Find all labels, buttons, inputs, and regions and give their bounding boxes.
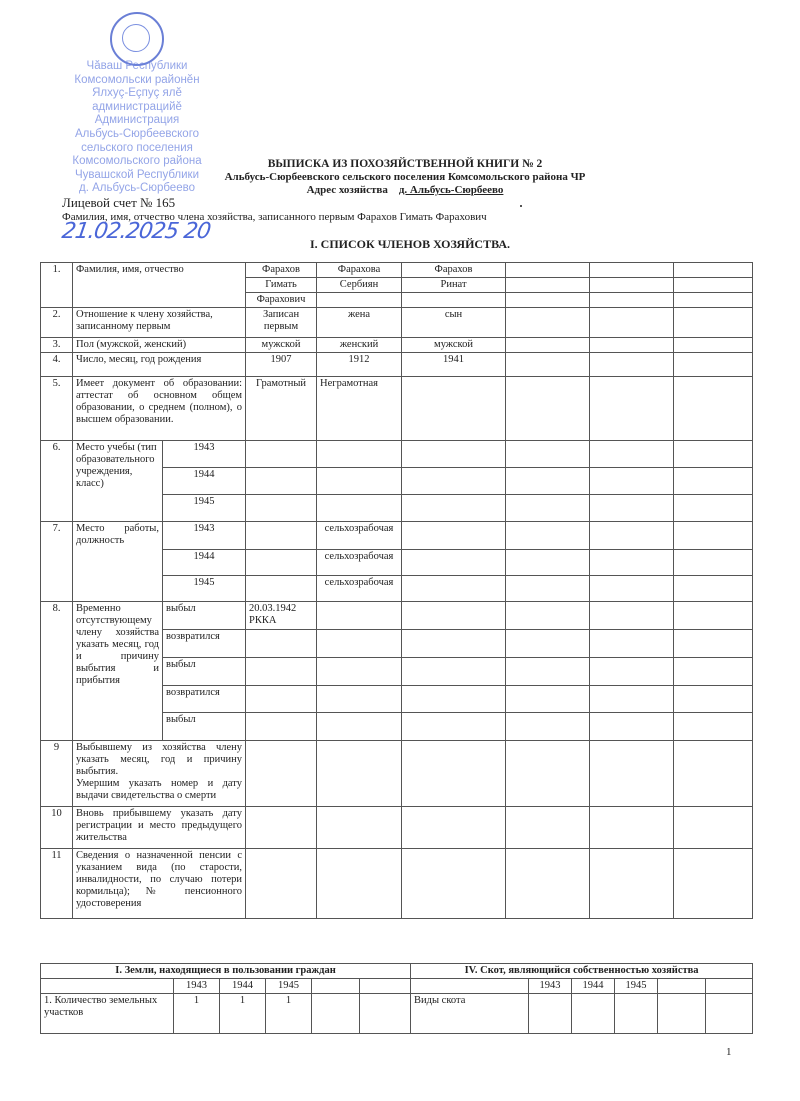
table-cell: сын: [402, 308, 506, 338]
empty-cell: [674, 713, 753, 741]
empty-cell: [402, 741, 506, 807]
table-cell: 1943: [163, 522, 246, 550]
empty-cell: [246, 441, 317, 468]
empty-cell: [674, 353, 753, 377]
handwritten-date: 21.02.2025 20: [60, 219, 212, 244]
empty-cell: [506, 550, 590, 576]
section-title: I. СПИСОК ЧЛЕНОВ ХОЗЯЙСТВА.: [310, 237, 510, 251]
table-cell: мужской: [246, 338, 317, 353]
empty-cell: [317, 441, 402, 468]
empty-cell: [590, 468, 674, 495]
table-cell: Временно отсутствующему члену хозяйства указать месяц, год и причину выбытия и прибытия: [73, 602, 163, 741]
table-cell: 8.: [41, 602, 73, 741]
members-table: [40, 262, 753, 919]
empty-cell: [590, 807, 674, 849]
empty-cell: Выбывшему из хозяйства члену указать месяц, год и причину выбытия. Умершим указать номер и дату выдачи свидетельства о смерти: [73, 741, 246, 807]
empty-cell: [246, 686, 317, 713]
table-cell: Фарахов: [402, 263, 506, 278]
empty-cell: [674, 522, 753, 550]
empty-cell: [674, 468, 753, 495]
table-cell: 4.: [41, 353, 73, 377]
table-cell: женский: [317, 338, 402, 353]
empty-cell: [402, 630, 506, 658]
empty-cell: [246, 550, 317, 576]
official-stamp: Чăваш Республики Комсомольски районĕн Ялхуç-Ĕçпуç ялĕ администрацийĕ Администрация Альбусь-Сюрбеевского сельского поселения Комсомольского района Чувашской Республики д. Альбусь-Сюрбеево: [72, 60, 202, 195]
empty-cell: [506, 686, 590, 713]
empty-cell: [402, 686, 506, 713]
empty-cell: [674, 377, 753, 441]
empty-cell: [246, 658, 317, 686]
empty-cell: [674, 686, 753, 713]
empty-cell: [506, 576, 590, 602]
table-cell: Имеет документ об образовании: аттестат об основном общем образовании, о среднем (полном), о высшем образовании.: [73, 377, 246, 441]
table-cell: 5.: [41, 377, 73, 441]
empty-cell: [402, 522, 506, 550]
land-livestock-table: [40, 963, 753, 1034]
empty-cell: [506, 278, 590, 293]
empty-cell: [317, 630, 402, 658]
table-cell: Место учебы (тип образовательного учреждения, класс): [73, 441, 163, 522]
household-address: Адрес хозяйства д. Альбусь-Сюрбеево: [306, 184, 504, 196]
table-cell: Виды скота: [411, 994, 529, 1034]
empty-cell: [317, 293, 402, 308]
empty-cell: [506, 741, 590, 807]
empty-cell: [674, 576, 753, 602]
table-cell: сельхозрабочая: [317, 576, 402, 602]
table-cell: 7.: [41, 522, 73, 602]
empty-cell: [402, 468, 506, 495]
empty-cell: [590, 686, 674, 713]
empty-cell: [572, 994, 615, 1034]
empty-cell: [658, 979, 706, 994]
empty-cell: [402, 293, 506, 308]
empty-cell: [706, 994, 753, 1034]
empty-cell: [402, 807, 506, 849]
empty-cell: [317, 713, 402, 741]
empty-cell: [615, 994, 658, 1034]
table-cell: Пол (мужской, женский): [73, 338, 246, 353]
empty-cell: [246, 849, 317, 919]
empty-cell: [402, 849, 506, 919]
table-cell: жена: [317, 308, 402, 338]
empty-cell: [312, 994, 360, 1034]
empty-cell: [590, 308, 674, 338]
empty-cell: [590, 658, 674, 686]
table-cell: 1945: [615, 979, 658, 994]
table-cell: 20.03.1942 РККА: [246, 602, 317, 630]
empty-cell: [312, 979, 360, 994]
table-cell: Неграмотная: [317, 377, 402, 441]
empty-cell: [674, 550, 753, 576]
head-of-household: Фамилия, имя, отчество члена хозяйства, записанного первым Фарахов Гимать Фарахович: [62, 211, 487, 223]
empty-cell: [402, 495, 506, 522]
empty-cell: [506, 713, 590, 741]
table-cell: 9: [41, 741, 73, 807]
empty-cell: [317, 686, 402, 713]
empty-cell: [506, 377, 590, 441]
empty-cell: [590, 849, 674, 919]
empty-cell: [590, 441, 674, 468]
empty-cell: [317, 741, 402, 807]
table-cell: Вновь прибывшему указать дату регистрации и место предыдущего жительства: [73, 807, 246, 849]
empty-cell: [590, 602, 674, 630]
empty-cell: [590, 713, 674, 741]
empty-cell: [590, 293, 674, 308]
empty-cell: [674, 630, 753, 658]
table-cell: Сербиян: [317, 278, 402, 293]
empty-cell: [246, 576, 317, 602]
empty-cell: [506, 522, 590, 550]
empty-cell: [674, 263, 753, 278]
seal-emblem: [110, 12, 164, 66]
empty-cell: [411, 979, 529, 994]
table-cell: возвратился: [163, 630, 246, 658]
empty-cell: [317, 495, 402, 522]
empty-cell: [506, 495, 590, 522]
document-subtitle: Альбусь-Сюрбеевского сельского поселения Комсомольского района ЧР: [224, 171, 586, 183]
empty-cell: [658, 994, 706, 1034]
empty-cell: [674, 338, 753, 353]
table-cell: 1945: [163, 495, 246, 522]
table-cell: 10: [41, 807, 73, 849]
livestock-section-title: IV. Скот, являющийся собственностью хозяйства: [411, 964, 753, 979]
table-cell: возвратился: [163, 686, 246, 713]
table-cell: выбыл: [163, 713, 246, 741]
empty-cell: [317, 658, 402, 686]
empty-cell: [41, 979, 174, 994]
table-cell: 1907: [246, 353, 317, 377]
empty-cell: [706, 979, 753, 994]
empty-cell: [590, 576, 674, 602]
empty-cell: [506, 308, 590, 338]
table-cell: Фарахов: [246, 263, 317, 278]
empty-cell: [506, 630, 590, 658]
empty-cell: [317, 807, 402, 849]
table-cell: Гимать: [246, 278, 317, 293]
empty-cell: [402, 658, 506, 686]
table-cell: 1: [220, 994, 266, 1034]
table-cell: 1943: [163, 441, 246, 468]
empty-cell: [246, 522, 317, 550]
empty-cell: [402, 602, 506, 630]
table-cell: 1943: [174, 979, 220, 994]
empty-cell: [506, 293, 590, 308]
table-cell: 1944: [163, 550, 246, 576]
table-cell: 1944: [572, 979, 615, 994]
empty-cell: [674, 741, 753, 807]
empty-cell: [590, 630, 674, 658]
empty-cell: [246, 807, 317, 849]
empty-cell: [402, 377, 506, 441]
page-number: 1: [726, 1046, 732, 1058]
empty-cell: [246, 630, 317, 658]
table-cell: Ринат: [402, 278, 506, 293]
empty-cell: [674, 293, 753, 308]
table-cell: сельхозрабочая: [317, 550, 402, 576]
empty-cell: [246, 468, 317, 495]
table-cell: Число, месяц, год рождения: [73, 353, 246, 377]
table-cell: Фамилия, имя, отчество: [73, 263, 246, 308]
empty-cell: [246, 713, 317, 741]
empty-cell: [506, 441, 590, 468]
table-cell: 1: [174, 994, 220, 1034]
table-cell: сельхозрабочая: [317, 522, 402, 550]
empty-cell: [402, 441, 506, 468]
empty-cell: [506, 849, 590, 919]
empty-cell: [590, 550, 674, 576]
table-cell: выбыл: [163, 658, 246, 686]
empty-cell: [674, 441, 753, 468]
table-cell: 2.: [41, 308, 73, 338]
empty-cell: [590, 278, 674, 293]
empty-cell: [506, 658, 590, 686]
empty-cell: [506, 353, 590, 377]
empty-cell: [360, 979, 411, 994]
table-cell: 3.: [41, 338, 73, 353]
table-cell: 1941: [402, 353, 506, 377]
table-cell: Записан первым: [246, 308, 317, 338]
table-cell: Грамотный: [246, 377, 317, 441]
empty-cell: [506, 338, 590, 353]
empty-cell: [506, 263, 590, 278]
table-cell: Место работы, должность: [73, 522, 163, 602]
empty-cell: [590, 377, 674, 441]
table-cell: 1945: [163, 576, 246, 602]
empty-cell: [506, 602, 590, 630]
table-cell: 1. Количество земельных участков: [41, 994, 174, 1034]
table-cell: 1943: [529, 979, 572, 994]
land-section-title: I. Земли, находящиеся в пользовании граждан: [41, 964, 411, 979]
table-cell: 1944: [220, 979, 266, 994]
empty-cell: [402, 550, 506, 576]
empty-cell: [246, 495, 317, 522]
account-number: Лицевой счет № 165: [62, 195, 176, 210]
document-title: ВЫПИСКА ИЗ ПОХОЗЯЙСТВЕННОЙ КНИГИ № 2: [267, 158, 543, 170]
empty-cell: [506, 807, 590, 849]
table-cell: Сведения о назначенной пенсии с указанием вида (по старости, инвалидности, по случаю потери кормильца); № пенсионного удостоверения: [73, 849, 246, 919]
table-cell: Фарахович: [246, 293, 317, 308]
table-cell: 1944: [163, 468, 246, 495]
empty-cell: [590, 522, 674, 550]
empty-cell: [529, 994, 572, 1034]
empty-cell: [317, 602, 402, 630]
table-cell: 1.: [41, 263, 73, 308]
empty-cell: [590, 741, 674, 807]
empty-cell: [674, 278, 753, 293]
table-cell: 1: [266, 994, 312, 1034]
empty-cell: [590, 495, 674, 522]
table-cell: 6.: [41, 441, 73, 522]
speck: [520, 205, 522, 207]
empty-cell: [590, 353, 674, 377]
table-cell: выбыл: [163, 602, 246, 630]
empty-cell: [674, 658, 753, 686]
empty-cell: [590, 338, 674, 353]
empty-cell: [402, 713, 506, 741]
empty-cell: [674, 849, 753, 919]
table-cell: 1912: [317, 353, 402, 377]
empty-cell: [674, 308, 753, 338]
empty-cell: [506, 468, 590, 495]
table-cell: 11: [41, 849, 73, 919]
empty-cell: [674, 807, 753, 849]
table-cell: мужской: [402, 338, 506, 353]
table-cell: Фарахова: [317, 263, 402, 278]
empty-cell: [674, 602, 753, 630]
empty-cell: [246, 741, 317, 807]
empty-cell: [317, 849, 402, 919]
empty-cell: [590, 263, 674, 278]
empty-cell: [402, 576, 506, 602]
empty-cell: [360, 994, 411, 1034]
table-cell: 1945: [266, 979, 312, 994]
empty-cell: [674, 495, 753, 522]
empty-cell: [317, 468, 402, 495]
table-cell: Отношение к члену хозяйства, записанному первым: [73, 308, 246, 338]
